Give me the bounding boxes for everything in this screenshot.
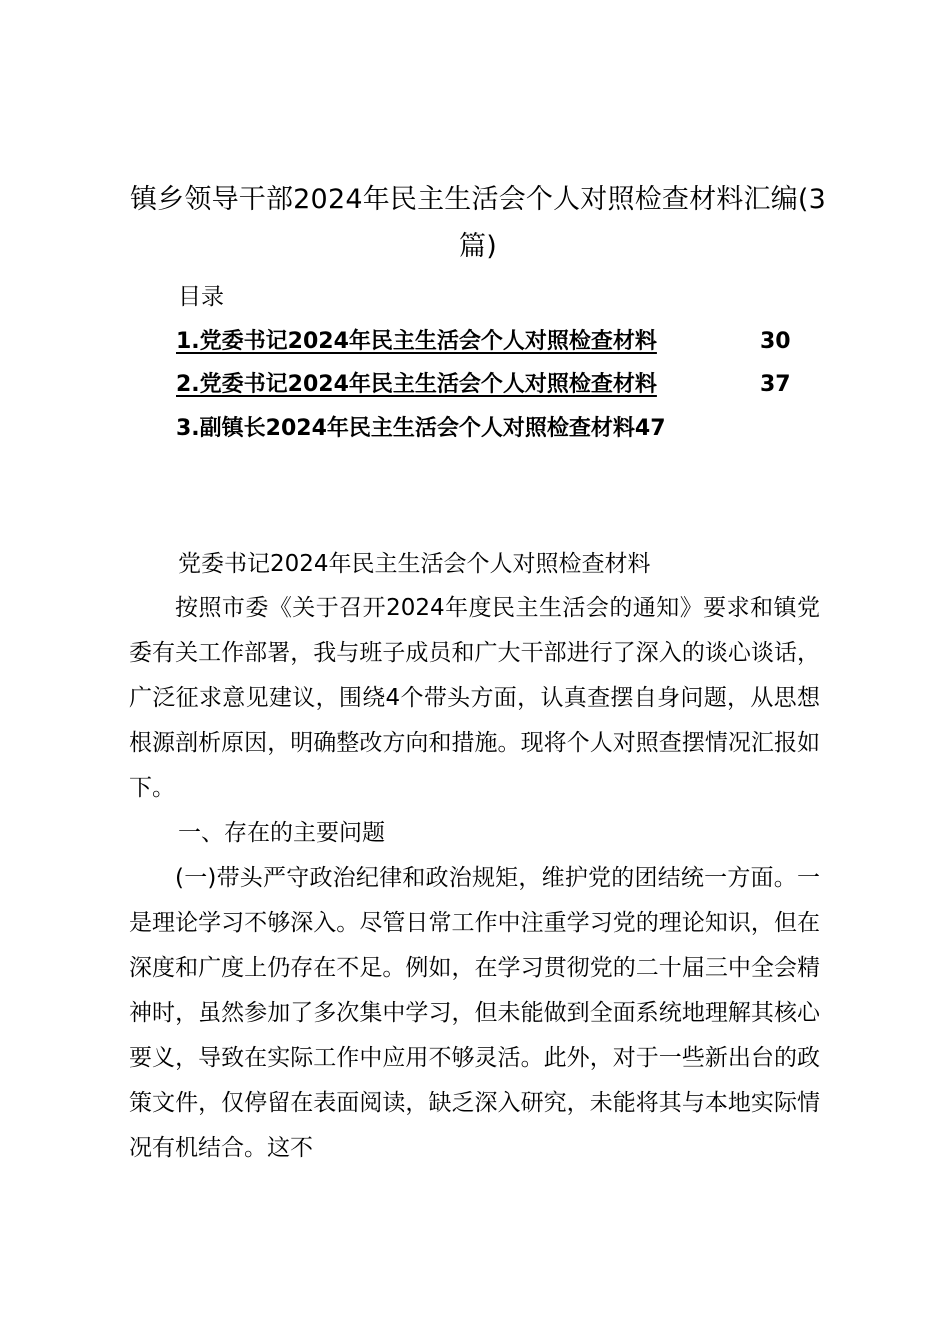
document-title: 镇乡领导干部2024年民主生活会个人对照检查材料汇编(3篇) bbox=[129, 184, 827, 262]
toc-entry-2[interactable] bbox=[176, 370, 793, 400]
body-paragraph: (一)带头严守政治纪律和政治规矩，维护党的团结统一方面。一是理论学习不够深入。尽管日常工作中注重学习党的理论知识，但在深度和广度上仍存在不足。例如，在学习贯彻党的二十届三中全会精神时，虽然参加了多次集中学习，但未能做到全面系统地理解其核心要义，导致在实际工作中应用不够灵活。此外，对于一些新出台的政策文件，仅停留在表面阅读，缺乏深入研究，未能将其与本地实际情况有机结合。这不 bbox=[129, 865, 820, 1161]
toc-entry-label: 2.党委书记2024年民主生活会个人对照检查材料 bbox=[176, 372, 657, 397]
toc-entry-label: 3.副镇长2024年民主生活会个人对照检查材料47 bbox=[176, 416, 666, 441]
toc-entry-label: 1.党委书记2024年民主生活会个人对照检查材料 bbox=[176, 329, 657, 354]
toc-entry-1[interactable] bbox=[176, 327, 793, 357]
toc-entry-3[interactable] bbox=[176, 414, 666, 444]
article-title: 党委书记2024年民主生活会个人对照检查材料 bbox=[178, 551, 651, 577]
intro-paragraph: 按照市委《关于召开2024年度民主生活会的通知》要求和镇党委有关工作部署，我与班子成员和广大干部进行了深入的谈心谈话，广泛征求意见建议，围绕4个带头方面，认真查摆自身问题，从思想根源剖析原因，明确整改方向和措施。现将个人对照查摆情况汇报如下。 bbox=[129, 595, 820, 801]
section-heading: 一、存在的主要问题 bbox=[178, 820, 385, 846]
toc-entry-page: 37 bbox=[760, 372, 791, 397]
toc-heading: 目录 bbox=[178, 284, 224, 310]
toc-entry-page: 30 bbox=[760, 329, 791, 354]
